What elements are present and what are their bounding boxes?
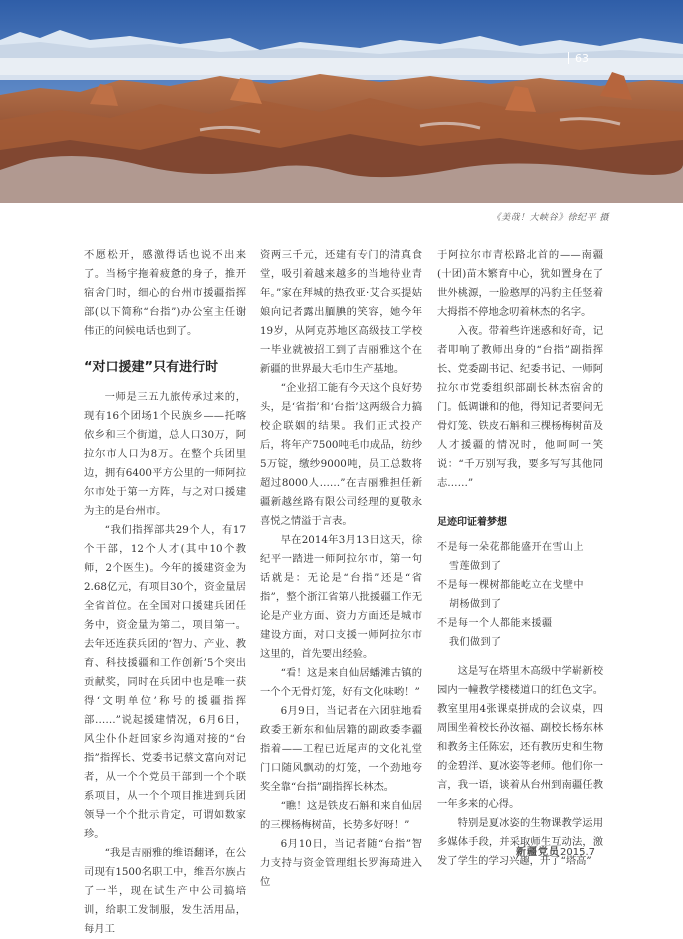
text-column-2 — [260, 246, 422, 892]
page-footer — [516, 843, 595, 858]
paragraph: “看！这是来自仙居蟠滩古镇的一个个无骨灯笼，好有文化味哟！” — [260, 667, 422, 698]
magazine-name: 新疆党员 — [516, 847, 560, 858]
issue-number: 2015.7 — [560, 847, 595, 858]
paragraph: 不愿松开，感激得话也说不出来了。当杨宇拖着疲惫的身子，推开宿舍门时，细心的台州市援疆指挥部(以下简称“台指”)办公室主任谢伟正的问候电话也到了。 — [84, 249, 246, 337]
poem-line: 我们做到了 — [449, 637, 502, 648]
text-column-1 — [84, 246, 246, 939]
paragraph: 于阿拉尔市青松路北首的——南疆(十团)苗木繁育中心，犹如置身在了世外桃源，一脸憨厚的冯豹主任竖着大拇指不停地念叨着林杰的名字。 — [437, 249, 603, 318]
section-heading: “对口援建”只有进行时 — [84, 360, 219, 375]
paragraph: 6月10日，当记者随“台指”智力支持与资金管理组长罗海琦进入位 — [260, 838, 422, 888]
poem-line: 不是每一个人都能来援疆 — [437, 618, 553, 629]
poem-title: 足迹印证着梦想 — [437, 517, 507, 528]
paragraph: 一师是三五九旅传承过来的，现有16个团场1个民族乡——托喀依乡和三个街道，总人口30万，阿拉尔市人口为8万。在整个兵团里边，拥有6400平方公里的一师阿拉尔市处于第一方阵，与之对口援建为主的是台州市。 — [84, 391, 246, 517]
landscape-photo — [0, 0, 683, 203]
text-column-3 — [437, 246, 603, 871]
paragraph: “瞧！这是铁皮石斛和来自仙居的三棵杨梅树苗，长势多好呀！” — [260, 800, 422, 831]
poem-line: 雪莲做到了 — [449, 561, 502, 572]
paragraph: 特别是夏冰姿的生物课教学运用多媒体手段，并采取师生互动法，激发了学生的学习兴趣，开了“塔高” — [437, 817, 603, 867]
poem-line: 不是每一棵树都能屹立在戈壁中 — [437, 580, 584, 591]
poem-line: 胡杨做到了 — [449, 599, 502, 610]
poem-line: 不是每一朵花都能盛开在雪山上 — [437, 542, 584, 553]
paragraph: 资两三千元，还建有专门的清真食堂，吸引着越来越多的当地待业青年。”家在拜城的热孜亚·艾合买提姑娘向记者露出腼腆的笑容，她今年19岁，从阿克苏地区高级技工学校一毕业就被招工到了吉丽雅这个在新疆的世界最大毛巾生产基地。 — [260, 249, 422, 375]
paragraph: 6月9日，当记者在六团驻地看政委王新东和仙居籍的副政委李疆指着——工程已近尾声的文化礼堂门口随风飘动的灯笼，一个劲地夸奖全靠“台指”副指挥长林杰。 — [260, 705, 422, 793]
paragraph: “我是吉丽雅的维语翻译，在公司现有1500名职工中，维吾尔族占了一半，现在试生产中公司搞培训，给职工发制服，发生活用品，每月工 — [84, 847, 246, 935]
paragraph: “我们指挥部共29个人，有17个干部，12个人才(其中10个教师，2个医生)。今年的援建资金为2.68亿元，有项目30个，资金量居全省首位。在全国对口援建兵团任务中，资金量为第二，项目第一。去年还连获兵团的‘智力、产业、教育、科技援疆和工作创新’5个突出贡献奖，同时在兵团中也是唯一获得‘文明单位’称号的援疆指挥部……”说起援建情况，6月6日，风尘仆仆赶回家乡沟通对接的“台指”指挥长、党委书记蔡文富向对记者，从一个个党员干部到一个个联系项目，从一个个项目推进到兵团领导一个个批示肯定，可谓如数家珍。 — [84, 524, 246, 840]
paragraph: 早在2014年3月13日这天，徐纪平一踏进一师阿拉尔市，第一句话就是：无论是“台指”还是“省指”，整个浙江省第八批援疆工作无论是产业方面、资力方面还是城市建设方面，对口支援一师阿拉尔市这里的，首先要出经验。 — [260, 534, 422, 660]
paragraph: 这是写在塔里木高级中学崭新校园内一幢教学楼楼道口的红色文字。教室里用4张课桌拼成的会议桌，四周围坐着校长孙汝福、副校长杨东林和教务主任陈宏，还有教历史和生物的金碧洋、夏冰姿等老师。他们你一言，我一语，谈着从台州到南疆任教一年多来的心得。 — [437, 665, 603, 810]
page-number: 63 — [568, 52, 589, 65]
poem — [437, 538, 603, 652]
canyon-illustration — [0, 0, 683, 203]
paragraph: 入夜。带着些许迷惑和好奇，记者叩响了教师出身的“台指”副指挥长、党委副书记、纪委书记、一师阿拉尔市党委组织部副长林杰宿舍的门。低调谦和的他，得知记者要问无骨灯笼、铁皮石斛和三棵杨梅树苗及人才援疆的情况时，他呵呵一笑说：“千万别写我，要多写写其他同志……” — [437, 325, 603, 489]
photo-caption: 《美哉！大峡谷》徐纪平 摄 — [491, 213, 609, 223]
paragraph: “企业招工能有今天这个良好势头，是‘省指’和‘台指’这两级合力搞校企联姻的结果。我们正式投产后，将年产7500吨毛巾成品，纺纱5万锭，缴纱9000吨，员工总数将超过8000人……”在吉丽雅担任新疆新越丝路有限公司经理的夏敬永喜悦之情溢于言表。 — [260, 382, 422, 527]
